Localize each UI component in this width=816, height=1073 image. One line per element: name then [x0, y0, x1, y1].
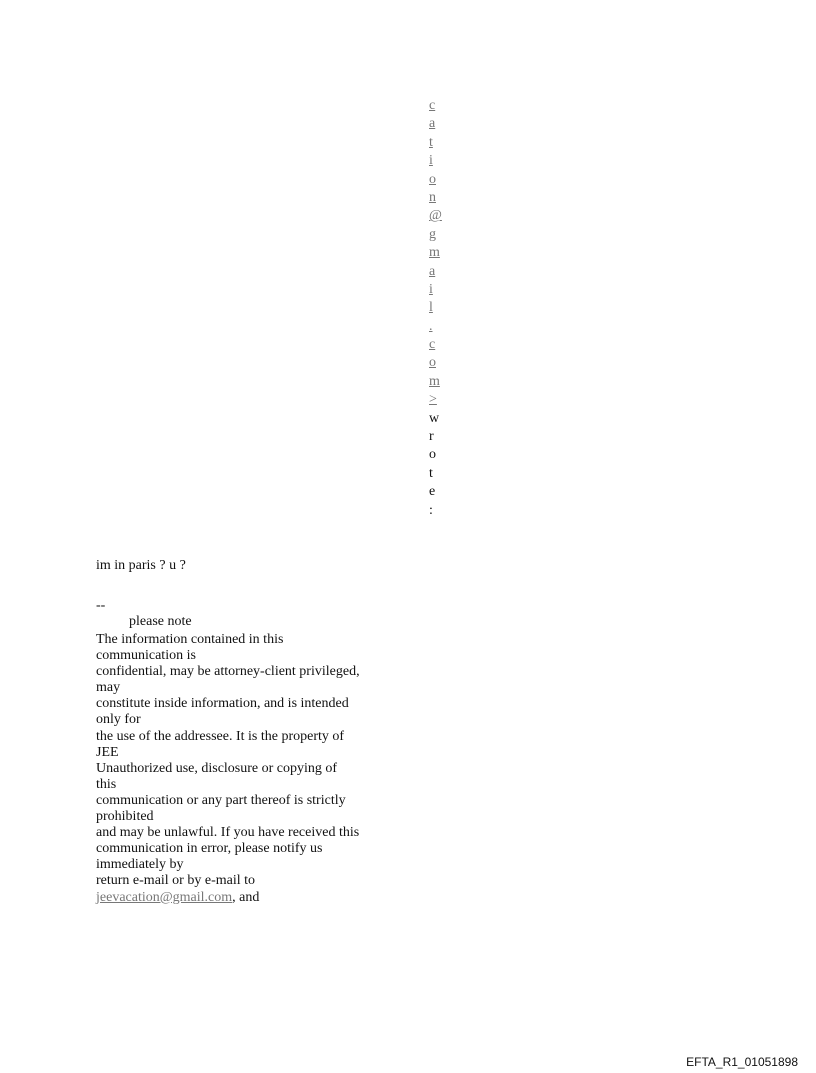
vertical-link-char[interactable]: c [429, 337, 436, 353]
vertical-link-char[interactable]: o [429, 355, 436, 371]
vertical-link-char[interactable]: . [429, 318, 433, 334]
vertical-link-char[interactable]: i [429, 153, 433, 169]
note-heading: please note [129, 614, 192, 629]
vertical-text-char: o [429, 447, 436, 463]
vertical-link-char[interactable]: a [429, 116, 436, 132]
disclaimer-line: the use of the addressee. It is the property of [96, 728, 345, 744]
disclaimer-line: and may be unlawful. If you have received this [96, 825, 360, 841]
vertical-link-char[interactable]: m [429, 373, 440, 389]
disclaimer-line: The information contained in this [96, 632, 284, 647]
disclaimer-line: constitute inside information, and is intended [96, 696, 349, 712]
document-id: EFTA_R1_01051898 [686, 1055, 798, 1069]
vertical-text-char: r [429, 429, 434, 445]
vertical-link-char[interactable]: @ [429, 208, 442, 224]
disclaimer-line: may [96, 680, 121, 696]
disclaimer-line: communication in error, please notify us [96, 841, 323, 857]
vertical-link-char[interactable]: a [429, 263, 436, 279]
disclaimer-line: communication or any part thereof is strictly [96, 792, 346, 808]
vertical-text-char: : [429, 502, 433, 518]
vertical-link-char[interactable]: l [429, 300, 433, 316]
vertical-text-char: t [429, 465, 433, 481]
vertical-link-char[interactable]: o [429, 171, 436, 187]
disclaimer-line: this [96, 776, 117, 792]
vertical-link-char[interactable]: m [429, 245, 440, 261]
vertical-text-char: e [429, 484, 436, 500]
vertical-link-char[interactable]: g [429, 226, 436, 242]
disclaimer-line: Unauthorized use, disclosure or copying of [96, 760, 338, 776]
vertical-link-char[interactable]: c [429, 98, 436, 113]
disclaimer-line: immediately by [96, 857, 184, 873]
email-suffix: , and [232, 889, 260, 905]
vertical-text-char: w [429, 410, 440, 426]
vertical-link-char[interactable]: i [429, 281, 433, 297]
disclaimer-line: communication is [96, 648, 196, 664]
vertical-link-char[interactable]: t [429, 134, 433, 150]
vertical-email-fragment [429, 97, 445, 520]
disclaimer-line: confidential, may be attorney-client privileged, [96, 664, 360, 680]
confidentiality-disclaimer [96, 632, 401, 906]
signature-separator: -- [96, 598, 106, 613]
email-link[interactable]: jeevacation@gmail.com [96, 889, 233, 905]
disclaimer-line: return e-mail or by e-mail to [96, 873, 255, 889]
disclaimer-line: only for [96, 712, 141, 728]
disclaimer-line: JEE [96, 744, 119, 760]
disclaimer-last-line [96, 890, 401, 906]
disclaimer-line: prohibited [96, 809, 154, 825]
vertical-link-char[interactable]: > [429, 392, 437, 408]
greeting-line: im in paris ? u ? [96, 558, 186, 573]
vertical-link-char[interactable]: n [429, 189, 436, 205]
